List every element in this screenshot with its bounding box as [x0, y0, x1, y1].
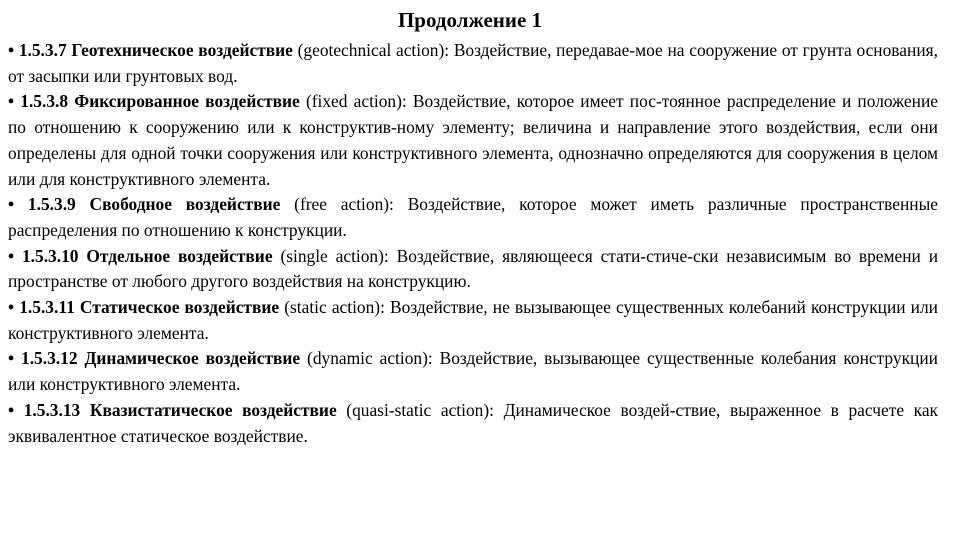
item-term: Отдельное воздействие [86, 245, 273, 266]
definition-item [8, 295, 938, 346]
bullet-icon: • [8, 245, 15, 266]
item-term: Геотехническое воздействие [71, 40, 293, 60]
item-definition: (geotechnical action): Воздействие, передавае-мое на сооружение от грунта основания, от засыпки или грунтовых вод. [8, 40, 938, 86]
definition-item [8, 398, 938, 449]
item-number: 1.5.3.8 [20, 91, 69, 112]
definition-item [8, 38, 938, 89]
item-definition: (static action): Воздействие, не вызывающее существенных колебаний конструкции или конструктивного элемента. [8, 297, 938, 343]
item-number: 1.5.3.13 [23, 399, 81, 420]
item-definition: (free action): Воздействие, которое может иметь различные пространственные распределения по отношению к конструкции. [8, 194, 938, 240]
item-number: 1.5.3.9 [27, 194, 76, 215]
bullet-icon: • [8, 348, 15, 369]
bullet-icon: • [8, 40, 15, 60]
item-number: 1.5.3.11 [19, 297, 75, 318]
item-term: Квазистатическое воздействие [89, 399, 337, 420]
item-definition: (fixed action): Воздействие, которое имеет пос-тоянное распределение и положение по отношению к сооружению или к конструктив-ному элементу; величина и направление этого воздействия, если они определены для одной точки сооружения или конструктивного элемента, однозначно определяются для сооружения в целом или для конструктивного элемента. [8, 91, 938, 189]
page-title: Продолжение 1 [397, 8, 543, 32]
definitions-list [8, 38, 938, 449]
item-term: Динамическое воздействие [84, 348, 301, 369]
definition-item [8, 89, 938, 192]
item-number: 1.5.3.10 [21, 245, 79, 266]
bullet-icon: • [8, 91, 15, 112]
item-definition: (quasi-static action): Динамическое воздей-ствие, выраженное в расчете как эквивалентное статическое воздействие. [8, 399, 938, 446]
item-number: 1.5.3.7 [18, 40, 67, 60]
item-definition: (single action): Воздействие, являющееся стати-стиче-ски независимым во времени и пространстве от любого другого воздействия на конструкцию. [8, 245, 939, 292]
item-term: Свободное воздействие [89, 194, 281, 215]
item-definition: (dynamic action): Воздействие, вызывающее существенные колебания конструкции или конструктивного элемента. [8, 348, 938, 395]
bullet-icon: • [8, 297, 15, 318]
item-number: 1.5.3.12 [21, 348, 78, 369]
item-term: Статическое воздействие [79, 297, 280, 318]
item-term: Фиксированное воздействие [74, 91, 300, 112]
definition-item [8, 192, 938, 243]
definition-item [8, 244, 938, 295]
definition-item [8, 346, 938, 397]
bullet-icon: • [8, 194, 15, 215]
bullet-icon: • [8, 399, 15, 420]
